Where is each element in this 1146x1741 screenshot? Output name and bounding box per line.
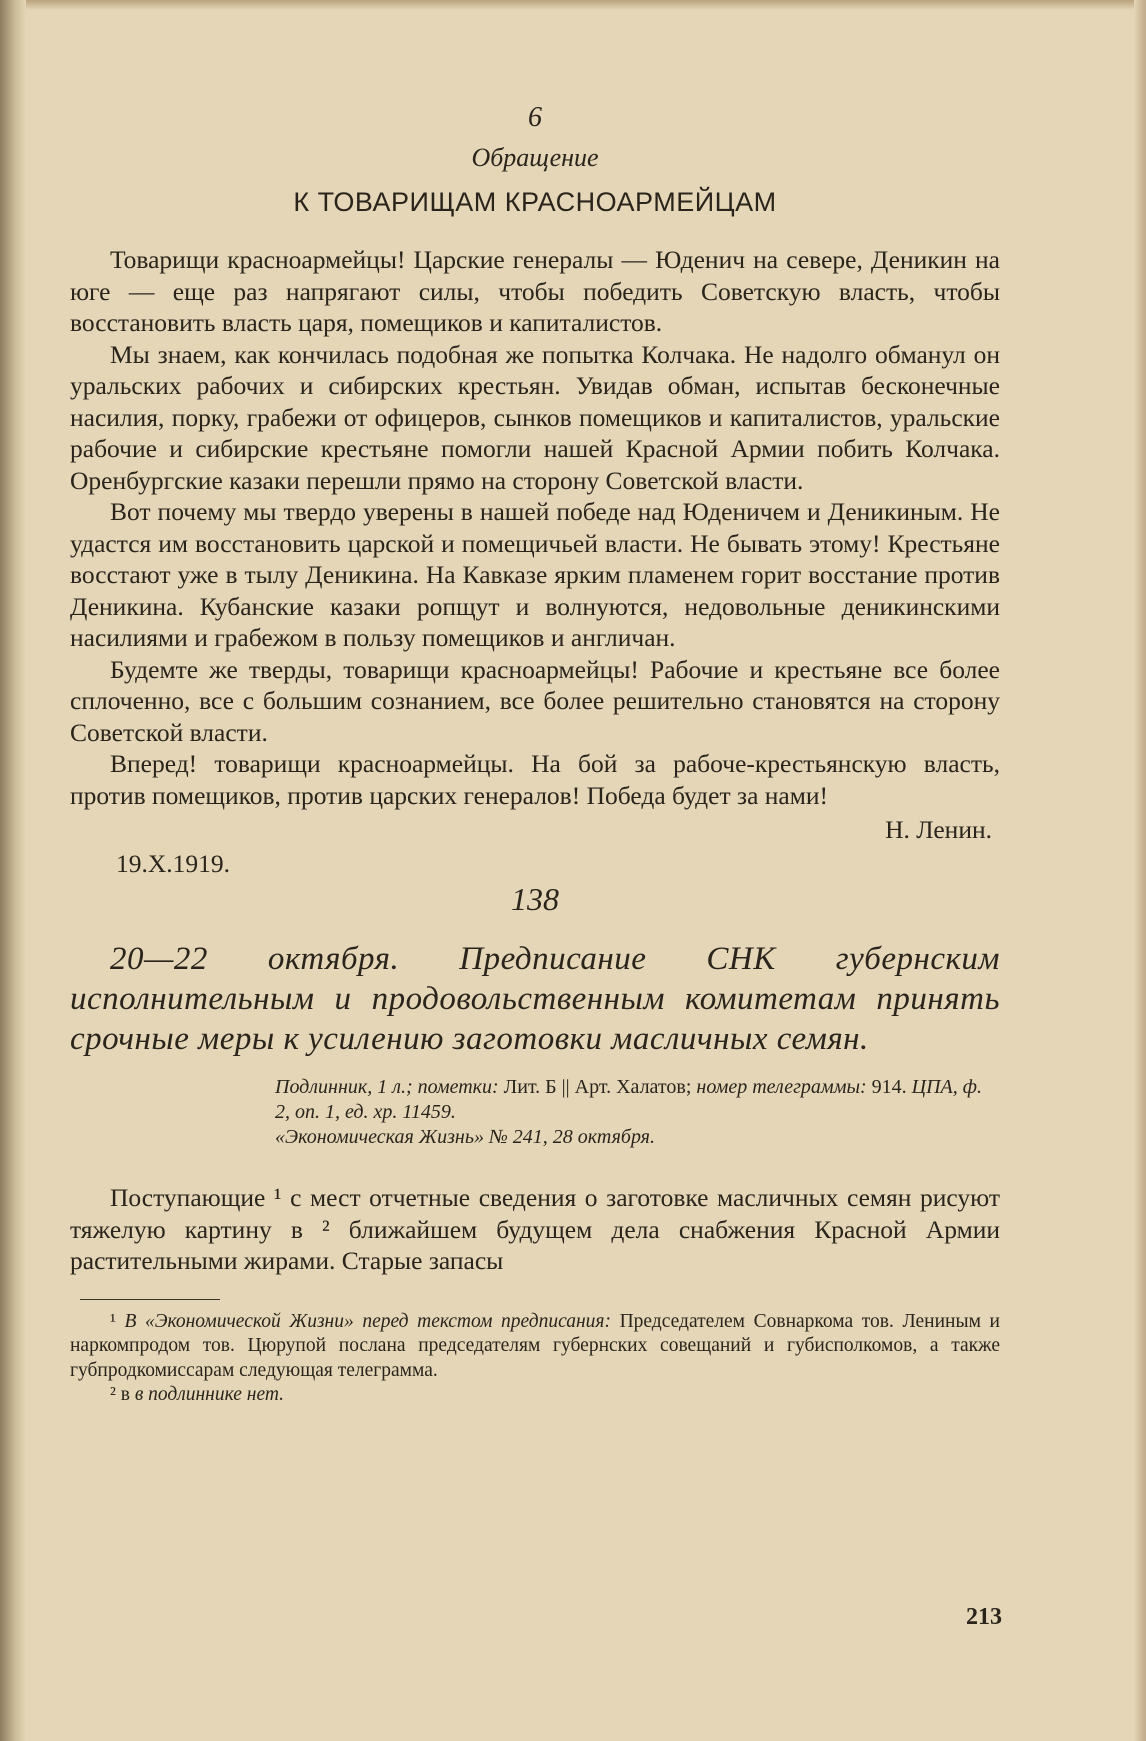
footnote-mark: ¹ (110, 1310, 125, 1332)
footnote-text: в подлиннике нет. (134, 1384, 285, 1405)
signature: Н. Ленин. (885, 815, 992, 844)
footnote-2 (70, 1383, 1000, 1408)
archive-text: ЦПА, ф. 2, оп. 1, ед. хр. 11459. (275, 1076, 982, 1123)
paragraph: Будемте же тверды, товарищи красноармейцы! Рабочие и крестьяне все более сплоченно, все с большим сознанием, все более решительно становятся на сторону Советской власти. (70, 654, 1000, 747)
archive-text: номер телеграммы: (696, 1076, 872, 1098)
archive-text: 914. (871, 1076, 912, 1098)
page-number: 213 (966, 1604, 1002, 1630)
page-edge-right (1134, 0, 1146, 1741)
paragraph: Вперед! товарищи красноармейцы. На бой за рабоче-крестьянскую власть, против помещиков, против царских генералов! Победа будет за нами! (70, 749, 1000, 810)
archive-text: Лит. Б || Арт. Халатов; (503, 1076, 697, 1098)
archive-reference (70, 1075, 1000, 1150)
page-edge-top (0, 0, 1146, 10)
document-heading: 20—22 октября. Предписание СНК губернским исполнительным и продовольственным комитетам принять срочные меры к усилению заготовки масличных семян. (70, 941, 1000, 1057)
footnote-source: В «Экономической Жизни» перед текстом предписания: (124, 1310, 620, 1332)
footnote-1 (70, 1310, 1000, 1384)
document-kind: Обращение (471, 143, 599, 172)
document-letter: 6 (528, 102, 542, 133)
document-number: 138 (511, 881, 559, 917)
page-binding-shadow (0, 0, 26, 1741)
paragraph: Вот почему мы твердо уверены в нашей победе над Юденичем и Деникиным. Не удастся им восстановить царской и помещичьей власти. Не бывать этому! Крестьяне восстают уже в тылу Деникина. На Кавказе ярким пламенем горит восстание против Деникина. Кубанские казаки ропщут и волнуются, недовольные деникинскими насилиями и грабежом в пользу помещиков и англичан. (70, 497, 1000, 652)
footnote-divider (80, 1299, 220, 1300)
document-title: К ТОВАРИЩАМ КРАСНОАРМЕЙЦАМ (293, 187, 777, 217)
archive-line-2: «Экономическая Жизнь» № 241, 28 октября. (275, 1126, 655, 1148)
paragraph: Поступающие ¹ с мест отчетные сведения о заготовке масличных семян рисуют тяжелую картину в ² ближайшем будущем дела снабжения Красной Армии растительными жирами. Старые запасы (70, 1183, 1000, 1275)
footnote-mark: ² в (110, 1384, 135, 1405)
archive-text: Подлинник, 1 л.; пометки: (275, 1076, 504, 1098)
page-content (70, 98, 1000, 1408)
document-date: 19.X.1919. (116, 849, 231, 878)
paragraph: Мы знаем, как кончилась подобная же попытка Колчака. Не надолго обманул он уральских рабочих и сибирских крестьян. Увидав обман, испытав бесконечные насилия, порку, грабежи от офицеров, сынков помещиков и капиталистов, уральские рабочие и сибирские крестьяне помогли нашей Красной Армии побить Колчака. Оренбургские казаки перешли прямо на сторону Советской власти. (70, 339, 1000, 495)
archive-line-1 (275, 1075, 1000, 1125)
paragraph: Товарищи красноармейцы! Царские генералы — Юденич на севере, Деникин на юге — еще раз напрягают силы, чтобы победить Советскую власть, чтобы восстановить власть царя, помещиков и капиталистов. (70, 245, 1000, 337)
footnote-text: Председателем Совнаркома тов. Лениным и наркомпродом тов. Цюрупой послана председателям губернских совещаний и губисполкомов, а также губпродкомиссарам следующая телеграмма. (70, 1310, 1000, 1381)
